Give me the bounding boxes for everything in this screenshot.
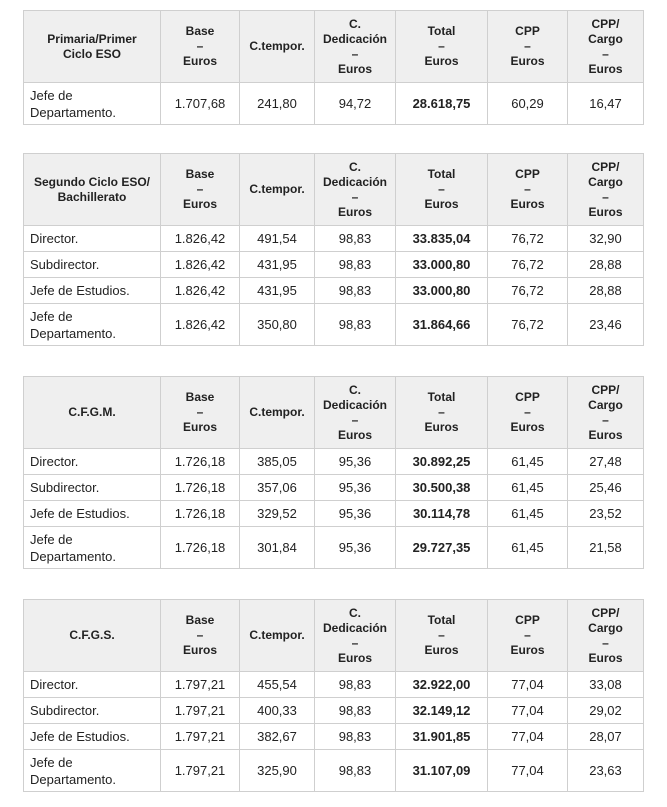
text-line: Euros (182, 643, 217, 657)
category-header (24, 11, 161, 83)
cpp-cargo-cell: 16,47 (568, 83, 644, 125)
text-line: C. (349, 16, 361, 31)
role-cell (24, 226, 161, 252)
text-line: Jefe de Estudios. (30, 506, 130, 521)
text-line: – (351, 189, 359, 204)
role-cell (24, 449, 161, 475)
text-line: – (524, 39, 531, 53)
text-line: Euros (424, 643, 459, 657)
text-line: Euros (510, 54, 545, 68)
total-cell: 33.000,80 (396, 278, 488, 304)
dedicacion-cell: 98,83 (315, 698, 396, 724)
text-line: Euros (337, 61, 372, 76)
text-line: Base (185, 167, 215, 181)
dedicacion-cell: 98,83 (315, 252, 396, 278)
text-line: – (438, 39, 445, 53)
text-line: Dedicación (322, 174, 388, 189)
table-row (24, 527, 644, 569)
ctempor-header: C.tempor. (240, 154, 315, 226)
dedicacion-header (315, 377, 396, 449)
dedicacion-cell: 98,83 (315, 304, 396, 346)
total-header (396, 154, 488, 226)
ctempor-cell: 325,90 (240, 750, 315, 792)
text-line: Jefe de (30, 531, 73, 547)
text-line: – (196, 405, 204, 419)
table-row (24, 278, 644, 304)
cpp-cell: 77,04 (488, 724, 568, 750)
ctempor-cell: 357,06 (240, 475, 315, 501)
text-line: – (524, 182, 531, 196)
base-cell: 1.826,42 (161, 304, 240, 346)
text-line: Base (185, 24, 215, 38)
cpp-header (488, 154, 568, 226)
salary-table (23, 376, 644, 569)
total-cell: 29.727,35 (396, 527, 488, 569)
base-cell: 1.826,42 (161, 226, 240, 252)
base-cell: 1.826,42 (161, 278, 240, 304)
text-line: Director. (30, 454, 79, 469)
cpp-cargo-cell: 28,88 (568, 252, 644, 278)
table-row (24, 252, 644, 278)
text-line: Cargo (588, 174, 623, 189)
cpp-cell: 76,72 (488, 304, 568, 346)
cpp-header (488, 377, 568, 449)
text-line: Primaria/Primer (47, 31, 137, 46)
total-cell: 28.618,75 (396, 83, 488, 125)
cpp-cell: 77,04 (488, 750, 568, 792)
cpp-cell: 77,04 (488, 672, 568, 698)
base-header (161, 11, 240, 83)
text-line: Dedicación (322, 620, 388, 635)
cpp-cell: 60,29 (488, 83, 568, 125)
header-row (24, 11, 644, 83)
text-line: Euros (424, 197, 459, 211)
text-line: – (602, 635, 609, 650)
text-line: Jefe de (30, 87, 73, 103)
cpp-cargo-header (568, 600, 644, 672)
text-line: – (351, 412, 359, 427)
text-line: Total (427, 613, 456, 627)
header-row (24, 600, 644, 672)
ctempor-cell: 241,80 (240, 83, 315, 125)
text-line: CPP/ (591, 159, 620, 174)
cpp-cargo-cell: 25,46 (568, 475, 644, 501)
text-line: Subdirector. (30, 257, 100, 272)
text-line: – (351, 46, 359, 61)
table-row (24, 672, 644, 698)
cpp-cell: 77,04 (488, 698, 568, 724)
text-line: Cargo (588, 620, 623, 635)
ctempor-cell: 431,95 (240, 252, 315, 278)
base-cell: 1.797,21 (161, 724, 240, 750)
cpp-header (488, 11, 568, 83)
role-cell (24, 750, 161, 792)
role-cell (24, 252, 161, 278)
table-row (24, 501, 644, 527)
cpp-cargo-cell: 23,63 (568, 750, 644, 792)
text-line: – (196, 182, 204, 196)
role-cell (24, 698, 161, 724)
text-line: Departamento. (30, 548, 116, 564)
text-line: Euros (182, 54, 217, 68)
text-line: C. (349, 159, 361, 174)
text-line: Euros (337, 204, 372, 219)
salary-table-3 (23, 599, 643, 792)
total-cell: 30.114,78 (396, 501, 488, 527)
text-line: Euros (337, 650, 372, 665)
text-line: Euros (337, 427, 372, 442)
text-line: Bachillerato (57, 189, 127, 204)
role-cell (24, 501, 161, 527)
text-line: Euros (424, 420, 459, 434)
role-cell (24, 83, 161, 125)
ctempor-cell: 491,54 (240, 226, 315, 252)
salary-table-0 (23, 10, 643, 125)
base-header (161, 377, 240, 449)
table-row (24, 83, 644, 125)
cpp-cargo-cell: 33,08 (568, 672, 644, 698)
ctempor-cell: 385,05 (240, 449, 315, 475)
base-cell: 1.797,21 (161, 672, 240, 698)
text-line: Euros (182, 197, 217, 211)
header-row (24, 377, 644, 449)
table-row (24, 750, 644, 792)
dedicacion-cell: 98,83 (315, 724, 396, 750)
dedicacion-cell: 95,36 (315, 527, 396, 569)
cpp-cargo-header (568, 11, 644, 83)
text-line: Departamento. (30, 104, 116, 120)
cpp-cargo-header (568, 377, 644, 449)
text-line: Total (427, 167, 456, 181)
text-line: CPP/ (591, 382, 620, 397)
text-line: – (602, 189, 609, 204)
text-line: Euros (182, 420, 217, 434)
table-row (24, 698, 644, 724)
role-cell (24, 475, 161, 501)
text-line: C. (349, 605, 361, 620)
text-line: Dedicación (322, 397, 388, 412)
total-cell: 31.864,66 (396, 304, 488, 346)
text-line: Departamento. (30, 325, 116, 341)
text-line: Ciclo ESO (62, 46, 121, 61)
text-line: Jefe de (30, 308, 73, 324)
total-cell: 33.000,80 (396, 252, 488, 278)
role-cell (24, 724, 161, 750)
text-line: C.F.G.M. (68, 405, 116, 419)
cpp-cell: 76,72 (488, 278, 568, 304)
text-line: CPP (515, 613, 540, 627)
text-line: Jefe de (30, 754, 73, 770)
text-line: – (438, 628, 445, 642)
text-line: Euros (510, 420, 545, 434)
cpp-cell: 61,45 (488, 449, 568, 475)
category-header (24, 377, 161, 449)
total-cell: 32.149,12 (396, 698, 488, 724)
text-line: Jefe de Estudios. (30, 283, 130, 298)
text-line: – (196, 39, 204, 53)
ctempor-cell: 400,33 (240, 698, 315, 724)
role-cell (24, 304, 161, 346)
total-cell: 30.892,25 (396, 449, 488, 475)
text-line: Subdirector. (30, 703, 100, 718)
ctempor-header: C.tempor. (240, 377, 315, 449)
total-header (396, 377, 488, 449)
dedicacion-cell: 94,72 (315, 83, 396, 125)
text-line: – (524, 405, 531, 419)
text-line: Segundo Ciclo ESO/ (33, 174, 150, 189)
ctempor-header: C.tempor. (240, 11, 315, 83)
text-line: – (602, 46, 609, 61)
role-cell (24, 278, 161, 304)
base-cell: 1.726,18 (161, 501, 240, 527)
text-line: Euros (588, 204, 623, 219)
text-line: Base (185, 613, 215, 627)
ctempor-cell: 329,52 (240, 501, 315, 527)
text-line: Subdirector. (30, 480, 100, 495)
text-line: Euros (510, 643, 545, 657)
cpp-cell: 61,45 (488, 475, 568, 501)
text-line: C. (349, 382, 361, 397)
text-line: – (438, 182, 445, 196)
text-line: Euros (588, 650, 623, 665)
text-line: Dedicación (322, 31, 388, 46)
salary-table (23, 153, 644, 346)
dedicacion-cell: 98,83 (315, 672, 396, 698)
total-cell: 31.901,85 (396, 724, 488, 750)
base-cell: 1.797,21 (161, 750, 240, 792)
total-cell: 30.500,38 (396, 475, 488, 501)
text-line: Departamento. (30, 771, 116, 787)
ctempor-cell: 455,54 (240, 672, 315, 698)
table-row (24, 304, 644, 346)
text-line: Total (427, 24, 456, 38)
dedicacion-cell: 95,36 (315, 501, 396, 527)
base-header (161, 154, 240, 226)
dedicacion-cell: 98,83 (315, 278, 396, 304)
cpp-cell: 61,45 (488, 501, 568, 527)
text-line: Euros (588, 427, 623, 442)
text-line: CPP (515, 167, 540, 181)
text-line: – (438, 405, 445, 419)
base-cell: 1.726,18 (161, 527, 240, 569)
ctempor-cell: 301,84 (240, 527, 315, 569)
category-header (24, 154, 161, 226)
header-row (24, 154, 644, 226)
base-cell: 1.726,18 (161, 475, 240, 501)
total-cell: 31.107,09 (396, 750, 488, 792)
ctempor-cell: 382,67 (240, 724, 315, 750)
text-line: Director. (30, 231, 79, 246)
total-header (396, 600, 488, 672)
cpp-cargo-cell: 21,58 (568, 527, 644, 569)
base-cell: 1.797,21 (161, 698, 240, 724)
total-header (396, 11, 488, 83)
dedicacion-header (315, 154, 396, 226)
cpp-cargo-cell: 27,48 (568, 449, 644, 475)
table-row (24, 724, 644, 750)
cpp-cargo-cell: 28,88 (568, 278, 644, 304)
text-line: Jefe de Estudios. (30, 729, 130, 744)
dedicacion-cell: 98,83 (315, 750, 396, 792)
cpp-cargo-cell: 32,90 (568, 226, 644, 252)
text-line: CPP (515, 390, 540, 404)
text-line: C.F.G.S. (69, 628, 115, 642)
text-line: CPP (515, 24, 540, 38)
cpp-cargo-cell: 23,52 (568, 501, 644, 527)
salary-table-1 (23, 153, 643, 346)
text-line: Total (427, 390, 456, 404)
text-line: Cargo (588, 31, 623, 46)
text-line: – (602, 412, 609, 427)
text-line: – (351, 635, 359, 650)
salary-table (23, 10, 644, 125)
text-line: – (196, 628, 204, 642)
role-cell (24, 672, 161, 698)
salary-table (23, 599, 644, 792)
ctempor-header: C.tempor. (240, 600, 315, 672)
base-cell: 1.826,42 (161, 252, 240, 278)
table-row (24, 449, 644, 475)
category-header (24, 600, 161, 672)
ctempor-cell: 350,80 (240, 304, 315, 346)
dedicacion-cell: 95,36 (315, 449, 396, 475)
base-header (161, 600, 240, 672)
cpp-cell: 76,72 (488, 226, 568, 252)
cpp-cargo-cell: 29,02 (568, 698, 644, 724)
text-line: Euros (510, 197, 545, 211)
base-cell: 1.707,68 (161, 83, 240, 125)
text-line: – (524, 628, 531, 642)
role-cell (24, 527, 161, 569)
dedicacion-header (315, 11, 396, 83)
cpp-header (488, 600, 568, 672)
table-row (24, 475, 644, 501)
text-line: Cargo (588, 397, 623, 412)
table-row (24, 226, 644, 252)
text-line: Director. (30, 677, 79, 692)
total-cell: 32.922,00 (396, 672, 488, 698)
dedicacion-cell: 95,36 (315, 475, 396, 501)
cpp-cargo-cell: 28,07 (568, 724, 644, 750)
cpp-cell: 76,72 (488, 252, 568, 278)
dedicacion-cell: 98,83 (315, 226, 396, 252)
salary-table-2 (23, 376, 643, 569)
ctempor-cell: 431,95 (240, 278, 315, 304)
text-line: Base (185, 390, 215, 404)
cpp-cargo-cell: 23,46 (568, 304, 644, 346)
cpp-cargo-header (568, 154, 644, 226)
text-line: Euros (424, 54, 459, 68)
cpp-cell: 61,45 (488, 527, 568, 569)
text-line: CPP/ (591, 605, 620, 620)
text-line: Euros (588, 61, 623, 76)
base-cell: 1.726,18 (161, 449, 240, 475)
dedicacion-header (315, 600, 396, 672)
total-cell: 33.835,04 (396, 226, 488, 252)
text-line: CPP/ (591, 16, 620, 31)
